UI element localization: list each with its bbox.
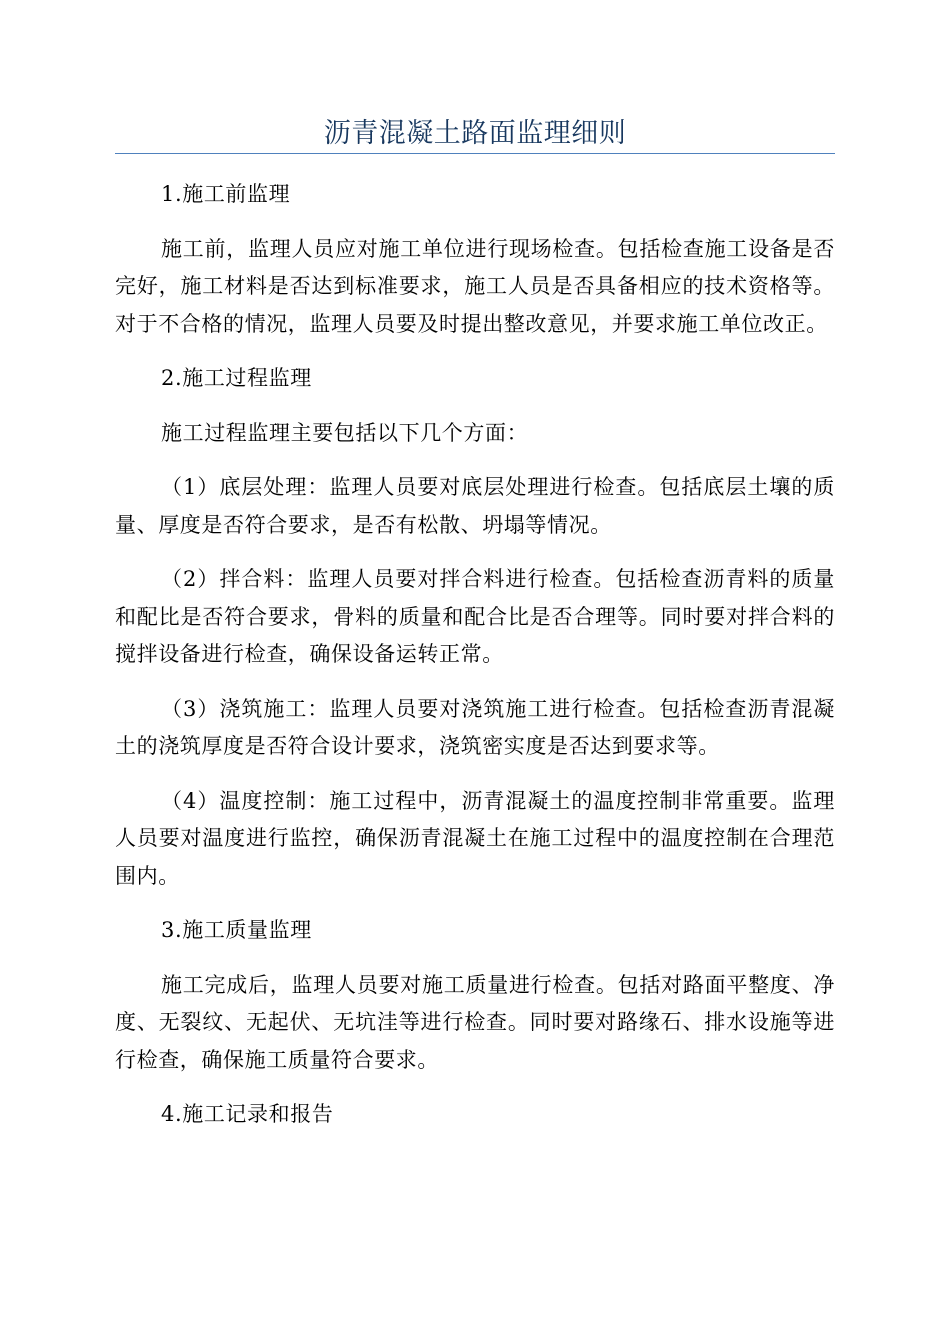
section-heading-1: 1.施工前监理 (161, 182, 291, 206)
list-item-pouring: （3）浇筑施工：监理人员要对浇筑施工进行检查。包括检查沥青混凝土的浇筑厚度是否符合设计要求，浇筑密实度是否达到要求等。 (115, 696, 835, 758)
list-item-mix: （2）拌合料：监理人员要对拌合料进行检查。包括检查沥青料的质量和配比是否符合要求，骨料的质量和配合比是否合理等。同时要对拌合料的搅拌设备进行检查，确保设备运转正常。 (115, 567, 835, 666)
list-item-temperature: （4）温度控制：施工过程中，沥青混凝土的温度控制非常重要。监理人员要对温度进行监控，确保沥青混凝土在施工过程中的温度控制在合理范围内。 (115, 788, 835, 888)
document-body (115, 176, 835, 1134)
paragraph-process-intro: 施工过程监理主要包括以下几个方面： (161, 420, 529, 445)
section-heading-3: 3.施工质量监理 (161, 918, 312, 942)
list-item-base-treatment: （1）底层处理：监理人员要对底层处理进行检查。包括底层土壤的质量、厚度是否符合要求，是否有松散、坍塌等情况。 (115, 475, 835, 537)
paragraph-pre-construction: 施工前，监理人员应对施工单位进行现场检查。包括检查施工设备是否完好，施工材料是否达到标准要求，施工人员是否具备相应的技术资格等。对于不合格的情况，监理人员要及时提出整改意见，并要求施工单位改正。 (115, 236, 835, 336)
paragraph-quality: 施工完成后，监理人员要对施工质量进行检查。包括对路面平整度、净度、无裂纹、无起伏、无坑洼等进行检查。同时要对路缘石、排水设施等进行检查，确保施工质量符合要求。 (115, 972, 835, 1072)
document-title: 沥青混凝土路面监理细则 (323, 118, 627, 149)
section-heading-4: 4.施工记录和报告 (161, 1102, 334, 1126)
title-underline (115, 153, 835, 154)
section-heading-2: 2.施工过程监理 (161, 366, 312, 390)
